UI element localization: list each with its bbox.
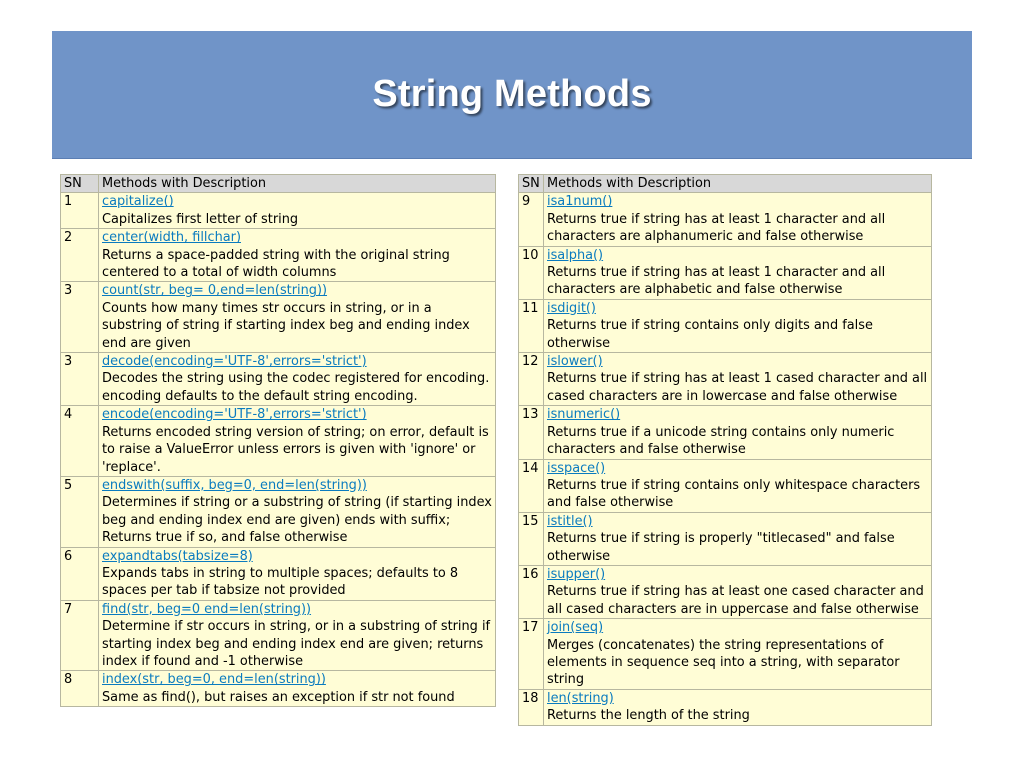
row-sn: 15 bbox=[519, 512, 544, 565]
table-row bbox=[519, 246, 932, 299]
method-description: Capitalizes first letter of string bbox=[102, 211, 299, 227]
method-description: Returns true if string has at least 1 cased character and all cased characters are in lowercase and false otherwise bbox=[547, 371, 928, 404]
row-method-cell bbox=[99, 193, 496, 229]
header-methods: Methods with Description bbox=[99, 175, 496, 193]
table-row bbox=[519, 619, 932, 690]
row-sn: 5 bbox=[61, 476, 99, 547]
method-description: Determines if string or a substring of string (if starting index beg and ending index end are given) ends with suffix; Returns true if so, and false otherwise bbox=[102, 495, 492, 546]
method-description: Same as find(), but raises an exception if str not found bbox=[102, 689, 455, 705]
row-sn: 9 bbox=[519, 193, 544, 246]
table-row bbox=[61, 600, 496, 671]
method-link[interactable]: endswith(suffix, beg=0, end=len(string)) bbox=[102, 477, 367, 493]
method-link[interactable]: isa1num() bbox=[547, 194, 613, 210]
table-row bbox=[61, 671, 496, 707]
method-link[interactable]: isspace() bbox=[547, 460, 606, 476]
row-method-cell bbox=[99, 671, 496, 707]
method-description: Returns encoded string version of string; on error, default is to raise a ValueError unless errors is given with 'ignore' or 'replace'. bbox=[102, 424, 489, 475]
table-row bbox=[519, 299, 932, 352]
row-method-cell bbox=[544, 619, 932, 690]
method-link[interactable]: index(str, beg=0, end=len(string)) bbox=[102, 672, 326, 688]
row-method-cell bbox=[99, 353, 496, 406]
slide-title: String Methods bbox=[372, 73, 652, 115]
method-description: Merges (concatenates) the string representations of elements in sequence seq into a string, with separator string bbox=[547, 637, 900, 688]
method-description: Returns true if string has at least one cased character and all cased characters are in uppercase and false otherwise bbox=[547, 584, 924, 617]
method-link[interactable]: count(str, beg= 0,end=len(string)) bbox=[102, 283, 328, 299]
table-row bbox=[519, 565, 932, 618]
row-method-cell bbox=[99, 282, 496, 353]
method-description: Returns the length of the string bbox=[547, 708, 750, 724]
row-sn: 3 bbox=[61, 353, 99, 406]
method-description: Returns true if string has at least 1 character and all characters are alphanumeric and false otherwise bbox=[547, 211, 886, 245]
row-sn: 3 bbox=[61, 282, 99, 353]
table-row bbox=[61, 282, 496, 353]
row-method-cell bbox=[544, 406, 932, 459]
method-description: Returns true if string is properly "titlecased" and false otherwise bbox=[547, 531, 895, 564]
method-link[interactable]: decode(encoding='UTF-8',errors='strict') bbox=[102, 354, 367, 370]
row-method-cell bbox=[544, 299, 932, 352]
method-description: Determine if str occurs in string, or in a substring of string if starting index beg and ending index end are given; returns index if found and -1 otherwise bbox=[102, 619, 491, 669]
row-method-cell bbox=[99, 476, 496, 547]
table-row bbox=[519, 689, 932, 725]
row-method-cell bbox=[544, 353, 932, 406]
method-link[interactable]: capitalize() bbox=[102, 194, 174, 210]
method-link[interactable]: find(str, beg=0 end=len(string)) bbox=[102, 601, 312, 617]
method-description: Decodes the string using the codec registered for encoding. encoding defaults to the default string encoding. bbox=[102, 371, 490, 404]
table-row bbox=[519, 512, 932, 565]
methods-table-right bbox=[518, 174, 932, 726]
row-sn: 6 bbox=[61, 547, 99, 600]
table-row bbox=[61, 229, 496, 282]
method-description: Returns true if a unicode string contains only numeric characters and false otherwise bbox=[547, 424, 895, 458]
row-sn: 7 bbox=[61, 600, 99, 671]
row-method-cell bbox=[544, 246, 932, 299]
method-description: Expands tabs in string to multiple spaces; defaults to 8 spaces per tab if tabsize not provided bbox=[102, 565, 459, 599]
header-row bbox=[61, 175, 496, 193]
row-method-cell bbox=[99, 229, 496, 282]
row-method-cell bbox=[99, 406, 496, 477]
row-method-cell bbox=[544, 459, 932, 512]
row-sn: 10 bbox=[519, 246, 544, 299]
method-link[interactable]: isalpha() bbox=[547, 247, 604, 263]
table-body-left bbox=[61, 193, 496, 707]
table-row bbox=[519, 406, 932, 459]
method-link[interactable]: isnumeric() bbox=[547, 407, 621, 423]
method-link[interactable]: istitle() bbox=[547, 513, 593, 529]
row-sn: 17 bbox=[519, 619, 544, 690]
row-sn: 2 bbox=[61, 229, 99, 282]
row-sn: 1 bbox=[61, 193, 99, 229]
method-link[interactable]: isdigit() bbox=[547, 300, 596, 316]
method-link[interactable]: center(width, fillchar) bbox=[102, 230, 241, 246]
table-row bbox=[61, 353, 496, 406]
table-row bbox=[61, 406, 496, 477]
row-method-cell bbox=[99, 600, 496, 671]
method-link[interactable]: encode(encoding='UTF-8',errors='strict') bbox=[102, 407, 367, 423]
method-link[interactable]: join(seq) bbox=[547, 620, 604, 636]
table-body-right bbox=[519, 193, 932, 725]
row-sn: 11 bbox=[519, 299, 544, 352]
header-sn: SN bbox=[61, 175, 99, 193]
table-row bbox=[519, 193, 932, 246]
method-description: Returns a space-padded string with the original string centered to a total of width columns bbox=[102, 247, 450, 281]
row-sn: 8 bbox=[61, 671, 99, 707]
method-description: Returns true if string contains only whitespace characters and false otherwise bbox=[547, 477, 921, 511]
row-method-cell bbox=[99, 547, 496, 600]
row-method-cell bbox=[544, 565, 932, 618]
method-link[interactable]: islower() bbox=[547, 354, 603, 370]
row-method-cell bbox=[544, 689, 932, 725]
row-sn: 16 bbox=[519, 565, 544, 618]
row-sn: 4 bbox=[61, 406, 99, 477]
method-link[interactable]: expandtabs(tabsize=8) bbox=[102, 548, 253, 564]
method-description: Returns true if string contains only digits and false otherwise bbox=[547, 318, 873, 351]
header-row bbox=[519, 175, 932, 193]
table-row bbox=[519, 353, 932, 406]
methods-table-left bbox=[60, 174, 496, 707]
table-row bbox=[61, 476, 496, 547]
header-methods: Methods with Description bbox=[544, 175, 932, 193]
header-sn: SN bbox=[519, 175, 544, 193]
method-link[interactable]: len(string) bbox=[547, 690, 614, 706]
method-link[interactable]: isupper() bbox=[547, 566, 606, 582]
row-method-cell bbox=[544, 193, 932, 246]
table-row bbox=[519, 459, 932, 512]
title-banner bbox=[52, 31, 972, 159]
method-description: Counts how many times str occurs in string, or in a substring of string if starting index beg and ending index end are given bbox=[102, 300, 470, 351]
table-row bbox=[61, 547, 496, 600]
row-method-cell bbox=[544, 512, 932, 565]
method-description: Returns true if string has at least 1 character and all characters are alphabetic and false otherwise bbox=[547, 265, 886, 298]
table-row bbox=[61, 193, 496, 229]
row-sn: 18 bbox=[519, 689, 544, 725]
row-sn: 14 bbox=[519, 459, 544, 512]
row-sn: 12 bbox=[519, 353, 544, 406]
row-sn: 13 bbox=[519, 406, 544, 459]
